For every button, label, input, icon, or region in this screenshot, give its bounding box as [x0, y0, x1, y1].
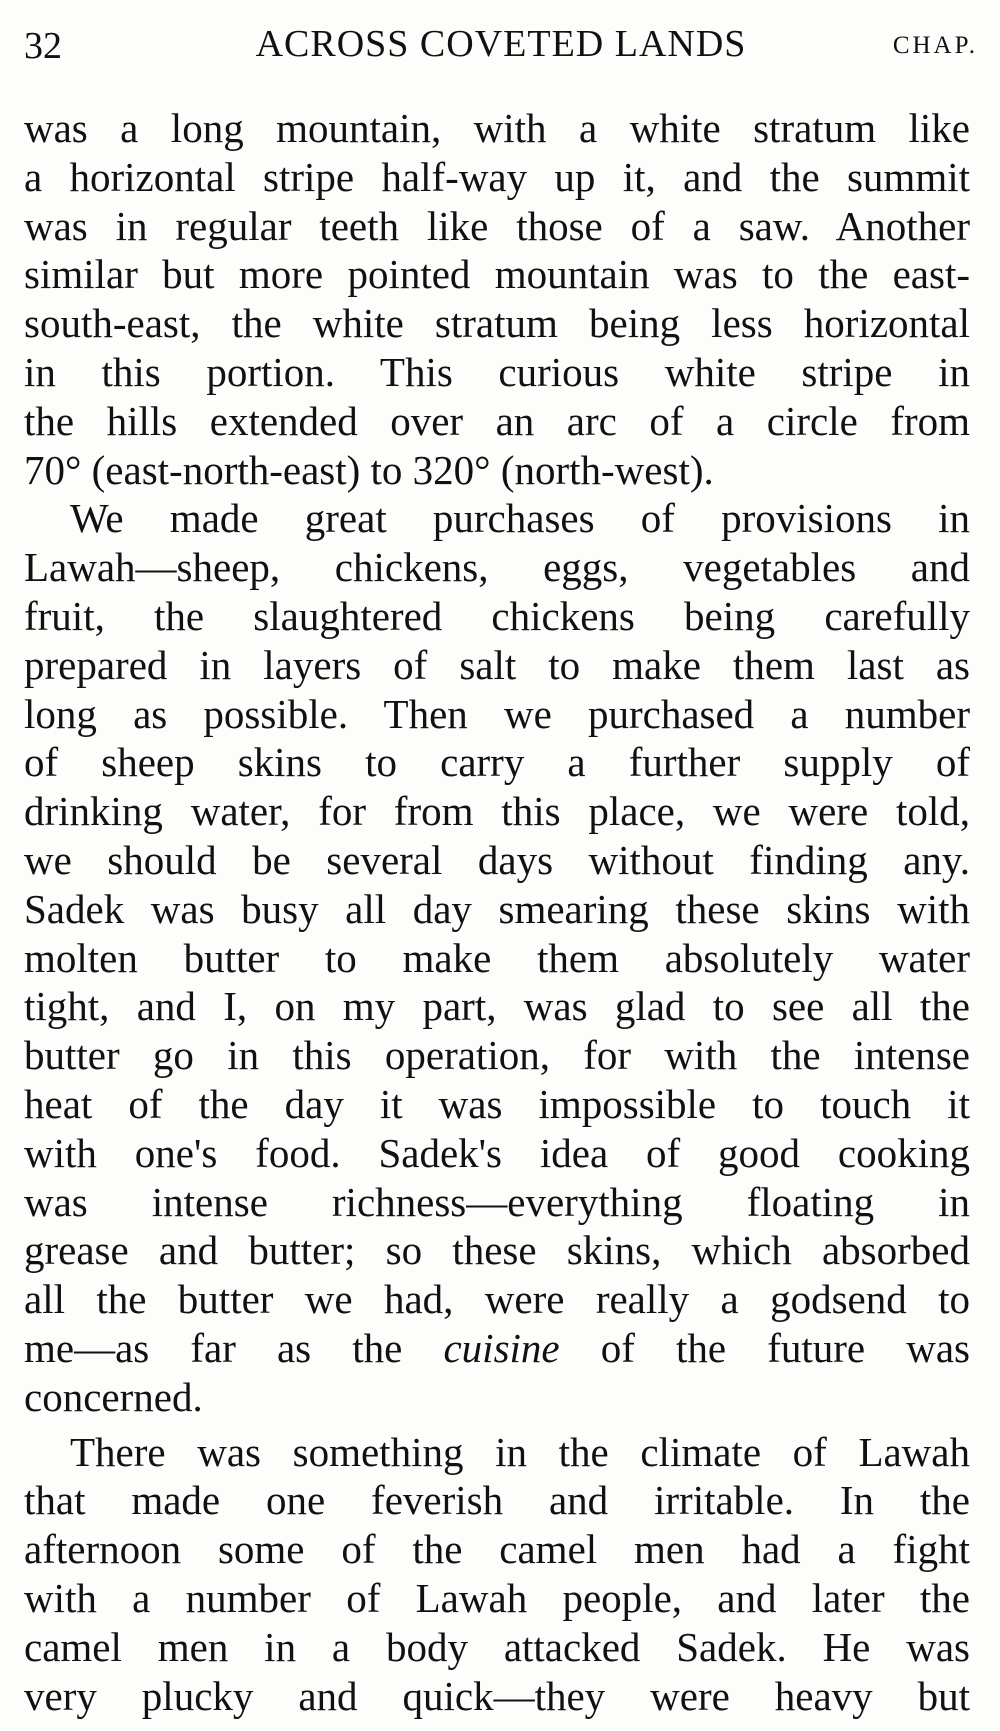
text-line: very plucky and quick—they were heavy but [24, 1672, 970, 1719]
text-line: of sheep skins to carry a further supply of [24, 739, 970, 786]
text-line: There was something in the climate of Lawah [70, 1428, 970, 1475]
text-line: tight, and I, on my part, was glad to see all the [24, 983, 970, 1030]
text-line: 70° (east-north-east) to 320° (north-west). [24, 446, 714, 493]
paragraph [24, 1428, 970, 1721]
text-line: that made one feverish and irritable. In the [24, 1477, 970, 1524]
text-line: was in regular teeth like those of a saw. Another [24, 202, 970, 249]
text-line: fruit, the slaughtered chickens being carefully [24, 592, 970, 639]
text-line [24, 1324, 970, 1373]
text-line: afternoon some of the camel men had a fight [24, 1526, 970, 1573]
paragraph [24, 494, 970, 1421]
text-run: me—as far as the [24, 1324, 403, 1371]
text-line: the hills extended over an arc of a circle from [24, 397, 970, 444]
text-line: grease and butter; so these skins, which absorbed [24, 1227, 970, 1274]
text-line: concerned. [24, 1373, 203, 1420]
text-line: was intense richness—everything floating in [24, 1178, 970, 1225]
page-number: 32 [24, 25, 62, 67]
text-line: with a number of Lawah people, and later the [24, 1574, 970, 1621]
text-line: camel men in a body attacked Sadek. He was [24, 1623, 970, 1670]
text-line: molten butter to make them absolutely water [24, 934, 970, 981]
text-run: of the future was [600, 1324, 970, 1371]
text-line: a horizontal stripe half-way up it, and the summit [24, 153, 970, 200]
running-title: ACROSS COVETED LANDS [255, 23, 747, 65]
text-line: Lawah—sheep, chickens, eggs, vegetables and [24, 544, 970, 591]
text-line: Sadek was busy all day smearing these skins with [24, 885, 970, 932]
text-line: We made great purchases of provisions in [70, 495, 970, 542]
chapter-label: CHAP. [892, 32, 978, 59]
text-line: was a long mountain, with a white stratum like [24, 105, 970, 151]
text-line: with one's food. Sadek's idea of good cooking [24, 1129, 970, 1176]
paragraph [24, 104, 970, 494]
text-line: heat of the day it was impossible to touch it [24, 1080, 970, 1127]
text-line: similar but more pointed mountain was to the east- [24, 251, 970, 298]
text-line: we should be several days without finding any. [24, 836, 970, 883]
running-head [24, 18, 978, 68]
body-text [24, 104, 970, 1720]
text-line: prepared in layers of salt to make them last as [24, 641, 970, 688]
text-line: in this portion. This curious white stripe in [24, 348, 970, 395]
text-line: long as possible. Then we purchased a number [24, 690, 970, 737]
italic-word: cuisine [443, 1324, 560, 1371]
text-line: south-east, the white stratum being less horizontal [24, 300, 970, 347]
text-line: butter go in this operation, for with the intense [24, 1032, 970, 1079]
text-line: drinking water, for from this place, we were told, [24, 788, 970, 835]
text-line: all the butter we had, were really a godsend to [24, 1276, 970, 1323]
